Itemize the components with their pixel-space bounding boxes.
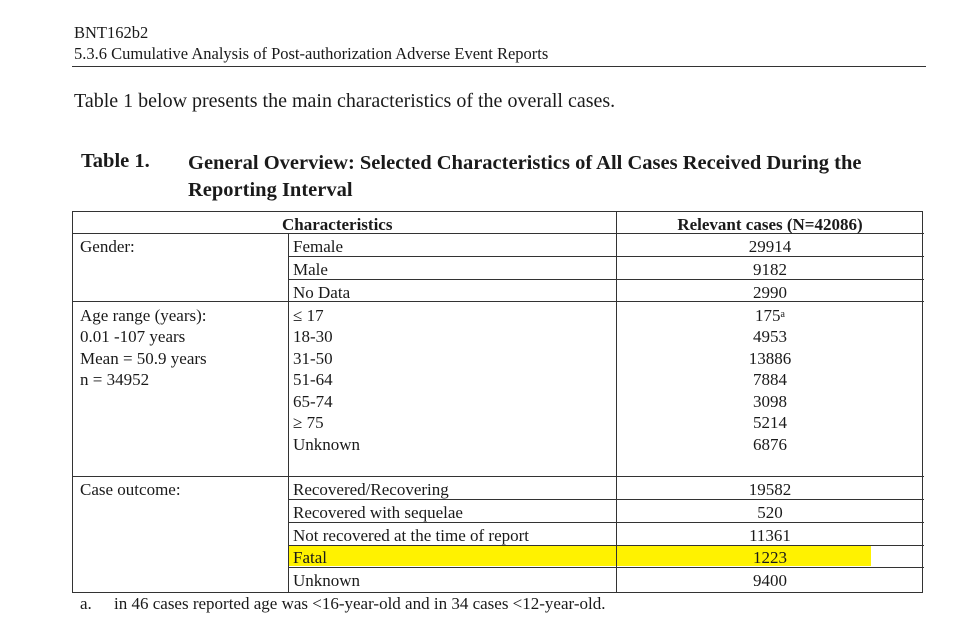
intro-paragraph: Table 1 below presents the main characteristics of the overall cases. — [74, 90, 616, 112]
age-label-line-4: n = 34952 — [80, 370, 150, 389]
col-header-characteristics: Characteristics — [282, 215, 393, 234]
gender-male-label: Male — [293, 260, 328, 279]
gender-female-value: 29914 — [748, 237, 792, 256]
outcome-fatal-value: 1223 — [753, 548, 787, 567]
characteristics-table — [72, 211, 923, 593]
document-header-product: BNT162b2 — [74, 23, 149, 42]
col-header-relevant-cases: Relevant cases (N=42086) — [677, 215, 863, 234]
outcome-label: Case outcome: — [80, 480, 181, 499]
gender-label: Gender: — [80, 237, 135, 256]
footnote-text: in 46 cases reported age was <16-year-old and in 34 cases <12-year-old. — [114, 594, 606, 613]
age-row-value: 3098 — [753, 392, 787, 411]
age-row-label: 31-50 — [293, 349, 333, 368]
table-caption-label: Table 1. — [81, 150, 150, 172]
outcome-row-label: Unknown — [293, 571, 361, 590]
age-row-value: 6876 — [753, 435, 787, 454]
age-label-line-3: Mean = 50.9 years — [80, 349, 207, 368]
gender-male-value: 9182 — [753, 260, 787, 279]
age-row-value: 13886 — [748, 349, 792, 368]
header-rule — [72, 66, 926, 67]
age-row-value: 7884 — [753, 370, 787, 389]
age-row-label: ≤ 17 — [293, 306, 324, 325]
gender-nodata-value: 2990 — [753, 283, 787, 302]
outcome-row-label: Not recovered at the time of report — [293, 526, 530, 545]
col-divider-1 — [288, 233, 289, 592]
age-row-label: ≥ 75 — [293, 413, 324, 432]
outcome-row-value: 9400 — [753, 571, 787, 590]
table-caption-title: General Overview: Selected Characteristics of All Cases Received During the Reporting Interval — [188, 152, 862, 201]
age-row-value: 5214 — [753, 413, 787, 432]
footnote-marker-a: a — [780, 309, 785, 320]
age-row-label: 18-30 — [293, 327, 333, 346]
age-row-value: 4953 — [753, 327, 787, 346]
gender-nodata-label: No Data — [293, 283, 351, 302]
outcome-row-value: 520 — [757, 503, 783, 522]
outcome-fatal-label: Fatal — [293, 548, 327, 567]
outcome-row-label: Recovered/Recovering — [293, 480, 449, 499]
outcome-row-label: Recovered with sequelae — [293, 503, 463, 522]
age-label-line-2: 0.01 -107 years — [80, 327, 186, 346]
gender-female-label: Female — [293, 237, 344, 256]
age-section-rule — [73, 476, 924, 477]
age-row-label: 51-64 — [293, 370, 333, 389]
outcome-row-value: 11361 — [749, 526, 791, 545]
age-label-line-1: Age range (years): — [80, 306, 207, 325]
document-header-section: 5.3.6 Cumulative Analysis of Post-authorization Adverse Event Reports — [74, 44, 549, 63]
age-row-label: Unknown — [293, 435, 361, 454]
footnote-letter: a. — [80, 594, 92, 613]
age-row-label: 65-74 — [293, 392, 333, 411]
age-row-value: 175$^a$ — [755, 306, 785, 325]
outcome-row-value: 19582 — [748, 480, 792, 499]
